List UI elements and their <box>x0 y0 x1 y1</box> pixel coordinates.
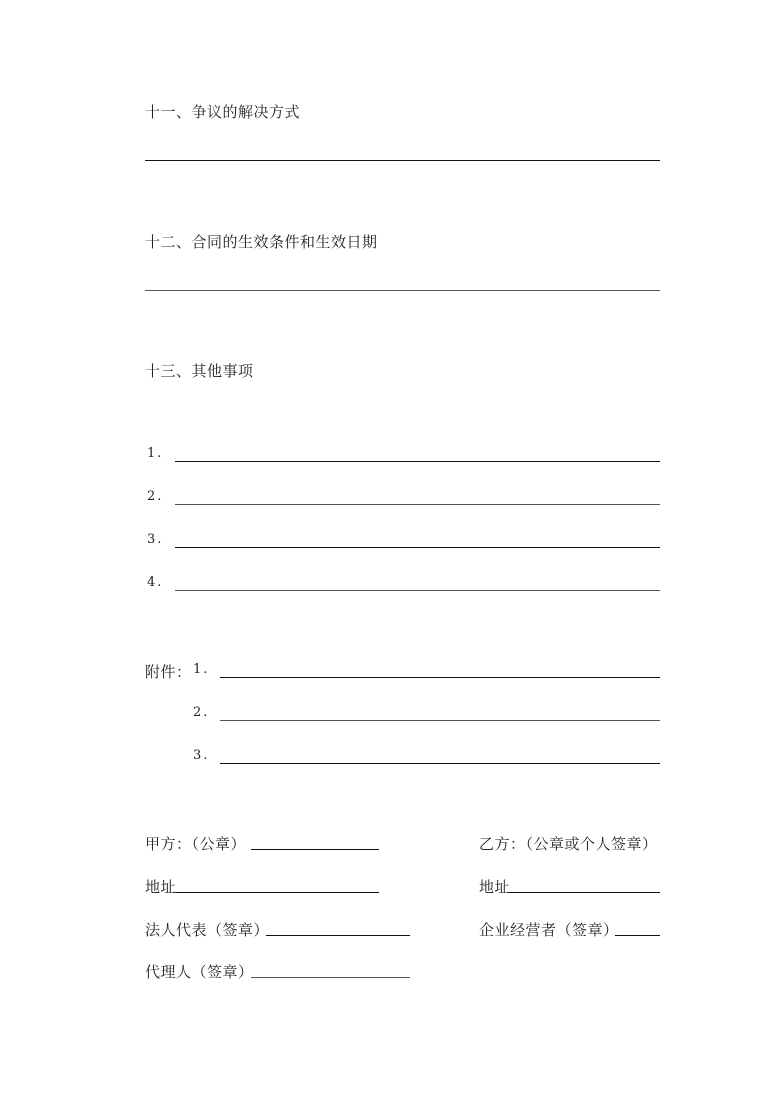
section-13-title: 十三、其他事项 <box>145 362 254 380</box>
party-b-address-label: 地址 <box>479 878 511 896</box>
legal-rep-signature-line <box>266 935 410 936</box>
other-item-1-number: 1. <box>147 446 164 461</box>
other-item-2-line <box>175 504 660 505</box>
party-b-address-line <box>509 892 660 893</box>
attachment-2-number: 2. <box>193 705 210 720</box>
attachments-label: 附件： <box>145 663 192 681</box>
other-item-1-line <box>175 461 660 462</box>
section-12-blank-line <box>145 290 660 291</box>
other-item-3-number: 3. <box>147 532 164 547</box>
operator-label: 企业经营者（签章） <box>479 921 619 939</box>
section-12-title: 十二、合同的生效条件和生效日期 <box>145 233 378 251</box>
party-b-label: 乙方：（公章或个人签章） <box>479 835 658 853</box>
attachment-2-line <box>220 720 660 721</box>
operator-signature-line <box>615 935 660 936</box>
legal-rep-label: 法人代表（签章） <box>145 921 270 939</box>
agent-label: 代理人（签章） <box>145 963 254 981</box>
agent-signature-line <box>251 977 410 978</box>
party-a-address-label: 地址 <box>145 878 177 896</box>
attachment-1-number: 1. <box>193 662 210 677</box>
attachment-1-line <box>220 677 660 678</box>
attachment-3-line <box>220 763 660 764</box>
other-item-4-number: 4. <box>147 575 164 590</box>
attachment-3-number: 3. <box>193 748 210 763</box>
other-item-2-number: 2. <box>147 489 164 504</box>
other-item-4-line <box>175 590 660 591</box>
section-11-blank-line <box>145 160 660 161</box>
party-a-seal-line <box>251 849 379 850</box>
party-a-label: 甲方：（公章） <box>145 835 247 853</box>
section-11-title: 十一、争议的解决方式 <box>145 103 301 121</box>
party-a-address-line <box>175 892 379 893</box>
other-item-3-line <box>175 547 660 548</box>
